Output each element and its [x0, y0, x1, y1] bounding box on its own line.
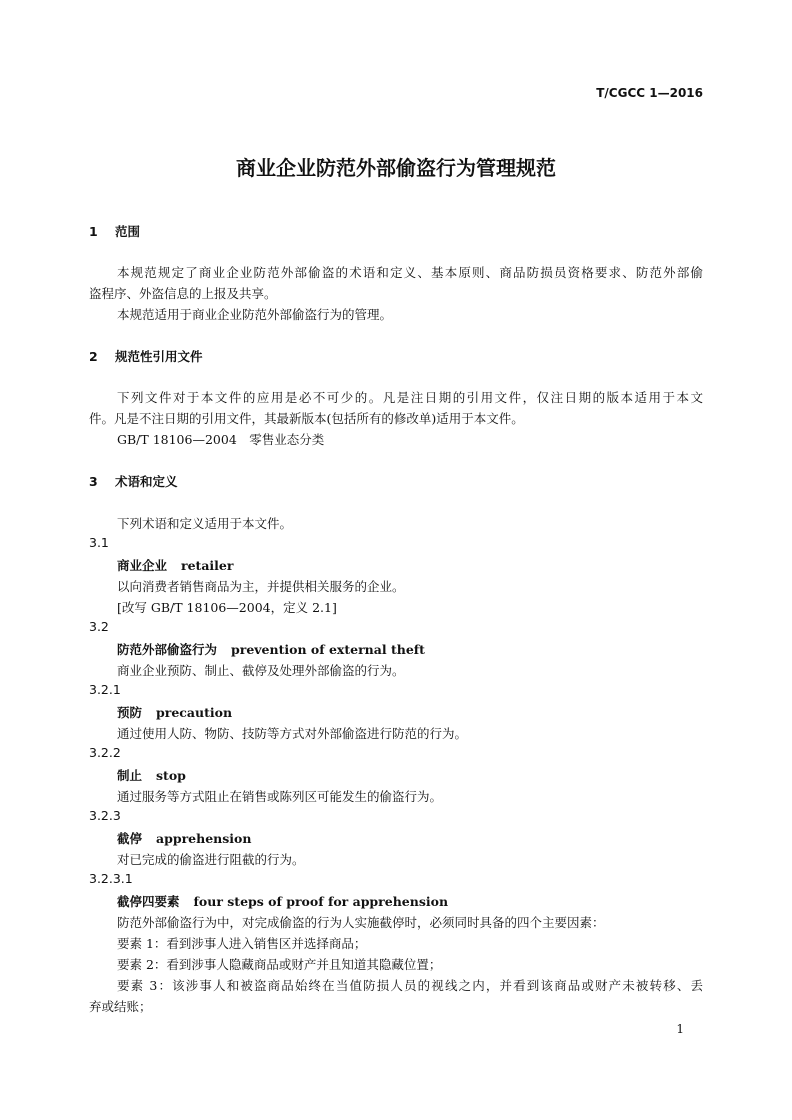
term-title: [117, 766, 186, 784]
section-2-heading: [89, 347, 203, 365]
section-title: 规范性引用文件: [115, 349, 203, 364]
document-title: 商业企业防范外部偷盗行为管理规范: [236, 156, 556, 180]
term-number: 3.2.3.1: [89, 871, 133, 886]
term-zh: 防范外部偷盗行为: [117, 642, 218, 657]
term-definition: 商业企业预防、制止、截停及处理外部偷盗的行为。: [117, 663, 405, 678]
paragraph-line: 件。凡是不注日期的引用文件，其最新版本(包括所有的修改单)适用于本文件。: [89, 411, 524, 426]
term-number: 3.2.3: [89, 808, 121, 823]
term-zh: 截停: [117, 831, 143, 846]
section-title: 范围: [115, 224, 141, 239]
term-en: retailer: [181, 558, 234, 573]
term-definition: 以向消费者销售商品为主，并提供相关服务的企业。: [117, 579, 405, 594]
element-item-line: 要素 3：该涉事人和被盗商品始终在当值防损人员的视线之内，并看到该商品或财产未被转移、丢: [117, 978, 703, 993]
term-title: [117, 829, 251, 847]
term-title: [117, 556, 233, 574]
term-en: stop: [156, 768, 186, 783]
term-definition: 对已完成的偷盗进行阻截的行为。: [117, 852, 305, 867]
element-item: 要素 1：看到涉事人进入销售区并选择商品；: [117, 936, 367, 951]
page-number: 1: [676, 1022, 684, 1036]
paragraph-line: 盗程序、外盗信息的上报及共享。: [89, 286, 277, 301]
term-number: 3.2.1: [89, 682, 121, 697]
term-number: 3.2.2: [89, 745, 121, 760]
paragraph-line: 本规范规定了商业企业防范外部偷盗的术语和定义、基本原则、商品防损员资格要求、防范外部偷: [117, 265, 703, 280]
paragraph: 本规范适用于商业企业防范外部偷盗行为的管理。: [117, 307, 393, 322]
section-3-heading: [89, 472, 178, 490]
paragraph: 下列术语和定义适用于本文件。: [117, 516, 293, 531]
term-title: [117, 640, 425, 658]
section-1-heading: [89, 222, 140, 240]
section-number: 2: [89, 349, 98, 364]
section-title: 术语和定义: [115, 474, 178, 489]
term-en: prevention of external theft: [231, 642, 425, 657]
term-number: 3.2: [89, 619, 109, 634]
term-number: 3.1: [89, 535, 109, 550]
term-zh: 预防: [117, 705, 143, 720]
term-title: [117, 892, 448, 910]
term-zh: 商业企业: [117, 558, 168, 573]
term-zh: 截停四要素: [117, 894, 180, 909]
element-item: 要素 2：看到涉事人隐藏商品或财产并且知道其隐藏位置；: [117, 957, 442, 972]
element-item-line: 弃或结账；: [89, 999, 152, 1014]
term-zh: 制止: [117, 768, 143, 783]
term-note: [改写 GB/T 18106—2004，定义 2.1]: [117, 600, 337, 615]
term-definition: 防范外部偷盗行为中，对完成偷盗的行为人实施截停时，必须同时具备的四个主要因素：: [117, 915, 605, 930]
section-number: 1: [89, 224, 98, 239]
term-en: apprehension: [156, 831, 252, 846]
term-definition: 通过使用人防、物防、技防等方式对外部偷盗进行防范的行为。: [117, 726, 468, 741]
paragraph-line: 下列文件对于本文件的应用是必不可少的。凡是注日期的引用文件，仅注日期的版本适用于本文: [117, 390, 703, 405]
term-en: precaution: [156, 705, 233, 720]
term-title: [117, 703, 232, 721]
term-en: four steps of proof for apprehension: [193, 894, 449, 909]
standard-code: T/CGCC 1—2016: [596, 86, 703, 100]
normative-reference: GB/T 18106—2004 零售业态分类: [117, 432, 325, 447]
section-number: 3: [89, 474, 98, 489]
term-definition: 通过服务等方式阻止在销售或陈列区可能发生的偷盗行为。: [117, 789, 443, 804]
